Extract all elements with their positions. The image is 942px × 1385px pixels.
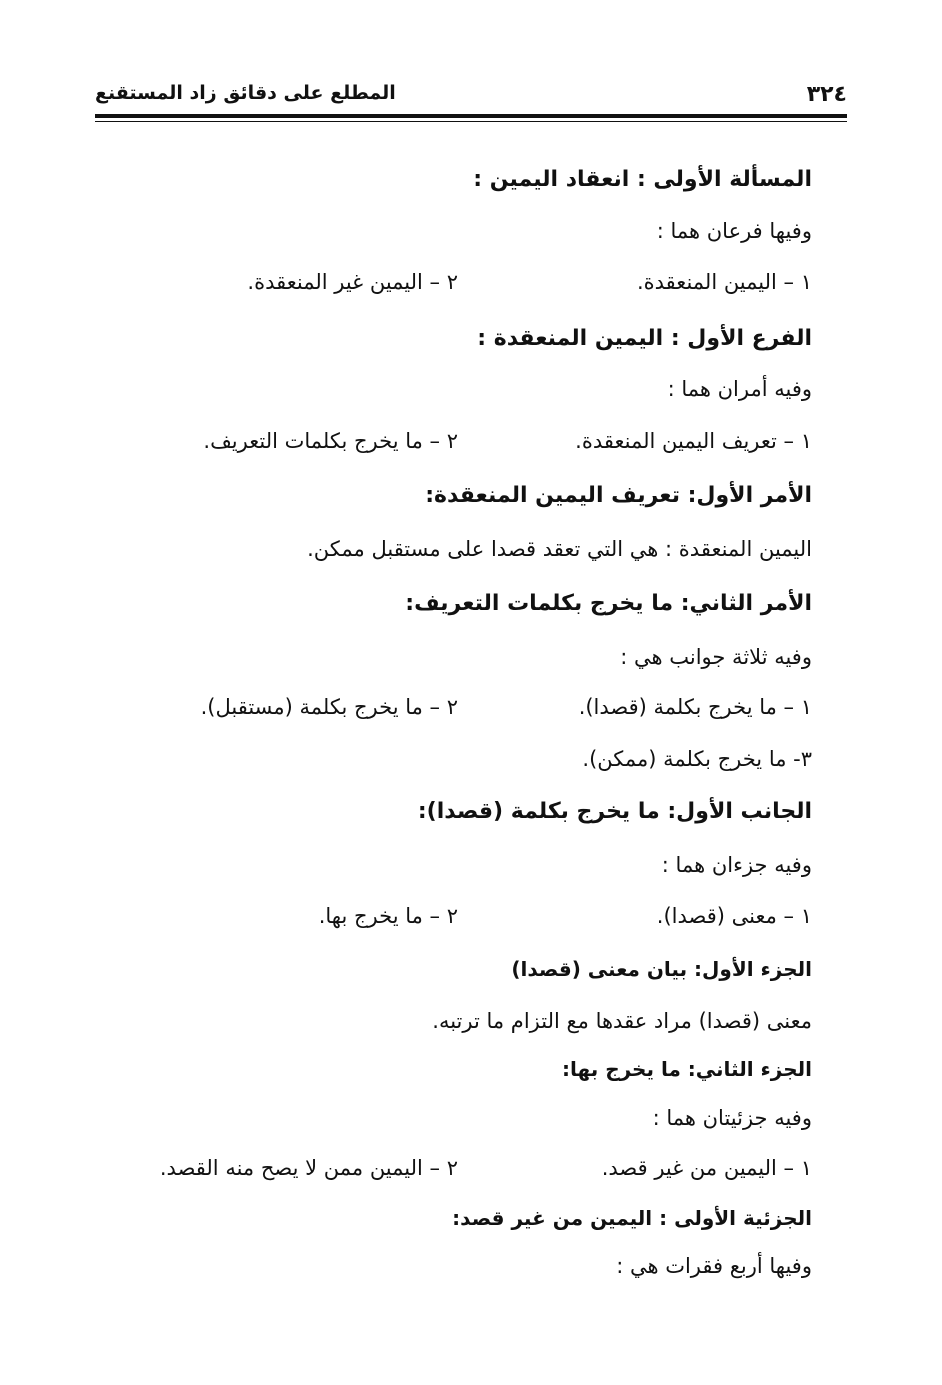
list-item: ١ – تعريف اليمين المنعقدة. [575,429,812,453]
text-line: وفيه أمران هما : [667,377,812,401]
list-item: ٢ – ما يخرج بكلمات التعريف. [203,429,458,453]
section-heading: الفرع الأول : اليمين المنعقدة : [477,326,812,351]
subsection-heading: الجزء الثاني: ما يخرج بها: [562,1057,812,1081]
list-item: ١ – معنى (قصدا). [656,904,812,928]
section-heading: المسألة الأولى : انعقاد اليمين : [473,167,812,192]
list-item: ١ – ما يخرج بكلمة (قصدا). [578,695,812,719]
section-heading: الأمر الثاني: ما يخرج بكلمات التعريف: [405,591,812,616]
page-header [95,82,847,112]
list-item: ٢ – ما يخرج بها. [318,904,458,928]
header-rule-thick [95,114,847,118]
list-item: ٢ – ما يخرج بكلمة (مستقبل). [200,695,458,719]
text-line: وفيه ثلاثة جوانب هي : [620,645,812,669]
list-item: ٣- ما يخرج بكلمة (ممكن). [582,747,812,771]
subsection-heading: الجزء الأول: بيان معنى (قصدا) [511,957,812,981]
page-number: ٣٢٤ [806,82,847,107]
running-title: المطلع على دقائق زاد المستقنع [95,82,396,104]
list-item: ١ – اليمين من غير قصد. [601,1156,812,1180]
subsection-heading: الجزئية الأولى : اليمين من غير قصد: [452,1206,812,1230]
text-line: وفيها أربع فقرات هي : [616,1254,812,1278]
list-item: ١ – اليمين المنعقدة. [636,270,812,294]
text-line: وفيه جزءان هما : [661,853,812,877]
text-line: اليمين المنعقدة : هي التي تعقد قصدا على مستقبل ممكن. [307,537,812,561]
section-heading: الأمر الأول: تعريف اليمين المنعقدة: [425,483,812,508]
list-item: ٢ – اليمين ممن لا يصح منه القصد. [159,1156,458,1180]
text-line: وفيه جزئيتان هما : [652,1106,812,1130]
list-item: ٢ – اليمين غير المنعقدة. [247,270,458,294]
text-line: معنى (قصدا) مراد عقدها مع التزام ما ترتبه. [432,1009,812,1033]
section-heading: الجانب الأول: ما يخرج بكلمة (قصدا): [417,799,812,824]
text-line: وفيها فرعان هما : [656,219,812,243]
header-rule-thin [95,121,847,122]
